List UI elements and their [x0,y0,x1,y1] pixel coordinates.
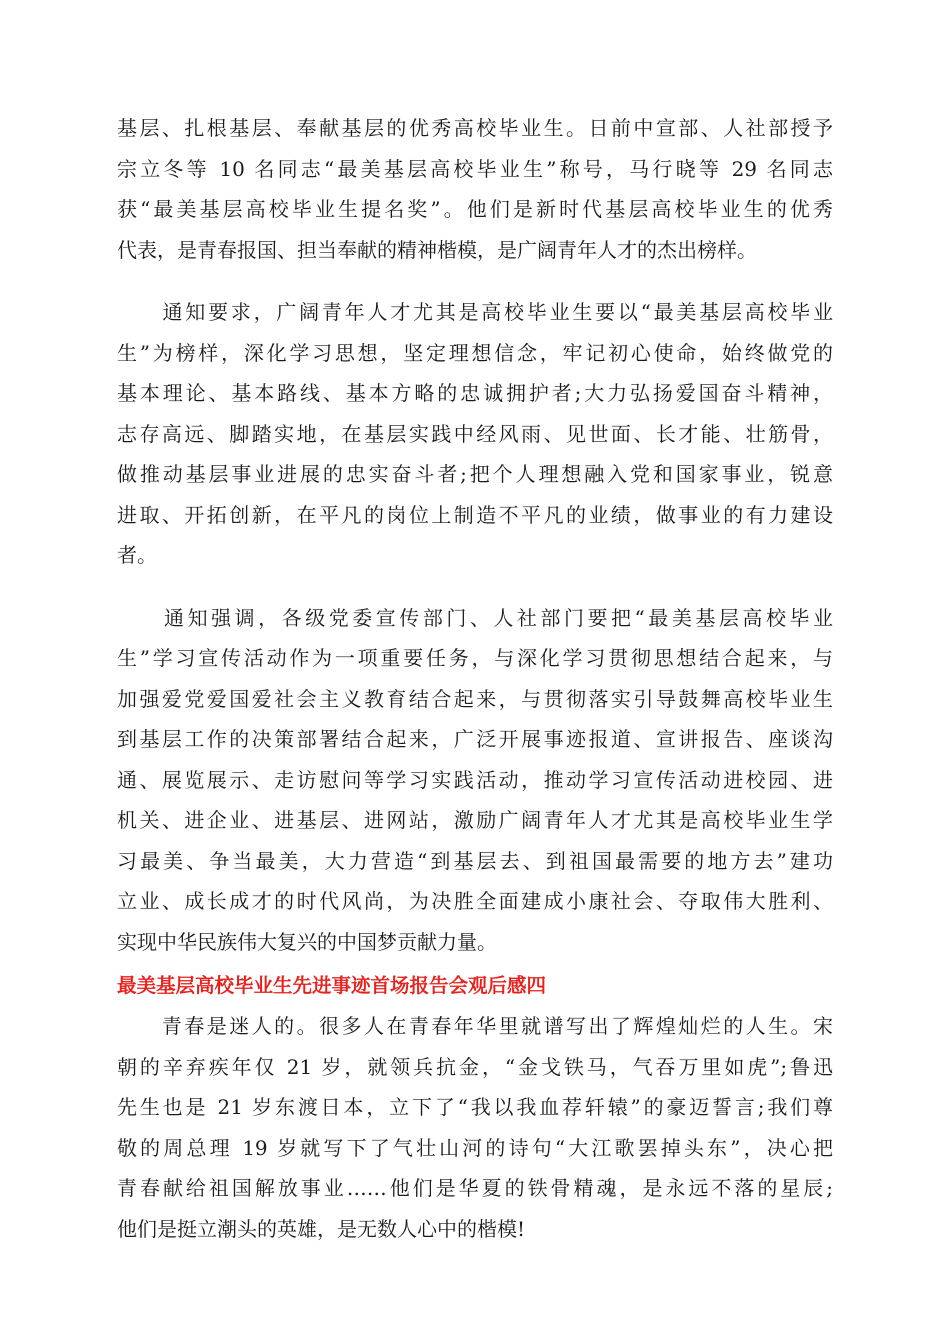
text-line: 代表，是青春报国、担当奉献的精神楷模，是广阔青年人才的杰出榜样。 [117,237,757,262]
text-line: 立业、成长成才的时代风尚，为决胜全面建成小康社会、夺取伟大胜利、 [117,889,833,913]
text-line: 通知强调，各级党委宣传部门、人社部门要把“最美基层高校毕业 [117,605,833,630]
paragraph-3 [117,598,833,963]
text-line: 基本理论、基本路线、基本方略的忠诚拥护者;大力弘扬爱国奋斗精神， [117,381,833,405]
text-line: 习最美、争当最美，大力营造“到基层去、到祖国最需要的地方去”建功 [117,848,833,873]
paragraph-2 [117,292,833,576]
text-line: 青春献给祖国解放事业……他们是华夏的铁骨精魂，是永远不落的星辰; [117,1176,833,1200]
text-line: 加强爱党爱国爱社会主义教育结合起来，与贯彻落实引导鼓舞高校毕业生 [117,686,833,711]
paragraph-4 [117,1006,833,1249]
text-line: 进取、开拓创新，在平凡的岗位上制造不平凡的业绩，做事业的有力建设 [117,502,833,527]
text-line: 他们是挺立潮头的英雄，是无数人心中的楷模! [117,1216,526,1241]
text-line: 通知要求，广阔青年人才尤其是高校毕业生要以“最美基层高校毕业 [117,300,833,324]
text-line: 者。 [117,543,157,567]
paragraph-spacer [117,576,833,598]
text-line: 通、展览展示、走访慰问等学习实践活动，推动学习宣传活动进校园、进 [117,767,833,792]
text-line: 志存高远、脚踏实地，在基层实践中经风雨、见世面、长才能、壮筋骨， [117,421,833,446]
text-line: 朝的辛弃疾年仅 21 岁，就领兵抗金，“金戈铁马，气吞万里如虎”;鲁迅 [117,1054,833,1079]
text-line: 基层、扎根基层、奉献基层的优秀高校毕业生。日前中宣部、人社部授予 [117,116,833,140]
text-line: 先生也是 21 岁东渡日本，立下了“我以我血荐轩辕”的豪迈誓言;我们尊 [117,1095,833,1119]
section-heading: 最美基层高校毕业生先进事迹首场报告会观后感四 [117,974,547,997]
text-line: 宗立冬等 10 名同志“最美基层高校毕业生”称号，马行晓等 29 名同志 [117,156,833,181]
text-line: 生”学习宣传活动作为一项重要任务，与深化学习贯彻思想结合起来，与 [117,646,833,670]
text-line: 机关、进企业、进基层、进网站，激励广阔青年人才尤其是高校毕业生学 [117,808,833,832]
text-line: 实现中华民族伟大复兴的中国梦贡献力量。 [117,929,497,954]
document-body [117,108,833,1249]
text-line: 到基层工作的决策部署结合起来，广泛开展事迹报道、宣讲报告、座谈沟 [117,727,833,751]
text-line: 敬的周总理 19 岁就写下了气壮山河的诗句“大江歌罢掉头东”，决心把 [117,1135,833,1160]
text-line: 生”为榜样，深化学习思想，坚定理想信念，牢记初心使命，始终做党的 [117,340,833,365]
text-line: 获“最美基层高校毕业生提名奖”。他们是新时代基层高校毕业生的优秀 [117,197,833,221]
paragraph-spacer [117,270,833,292]
text-line: 做推动基层事业进展的忠实奋斗者;把个人理想融入党和国家事业，锐意 [117,462,833,486]
text-line: 青春是迷人的。很多人在青春年华里就谱写出了辉煌灿烂的人生。宋 [117,1014,833,1038]
paragraph-1 [117,108,833,270]
